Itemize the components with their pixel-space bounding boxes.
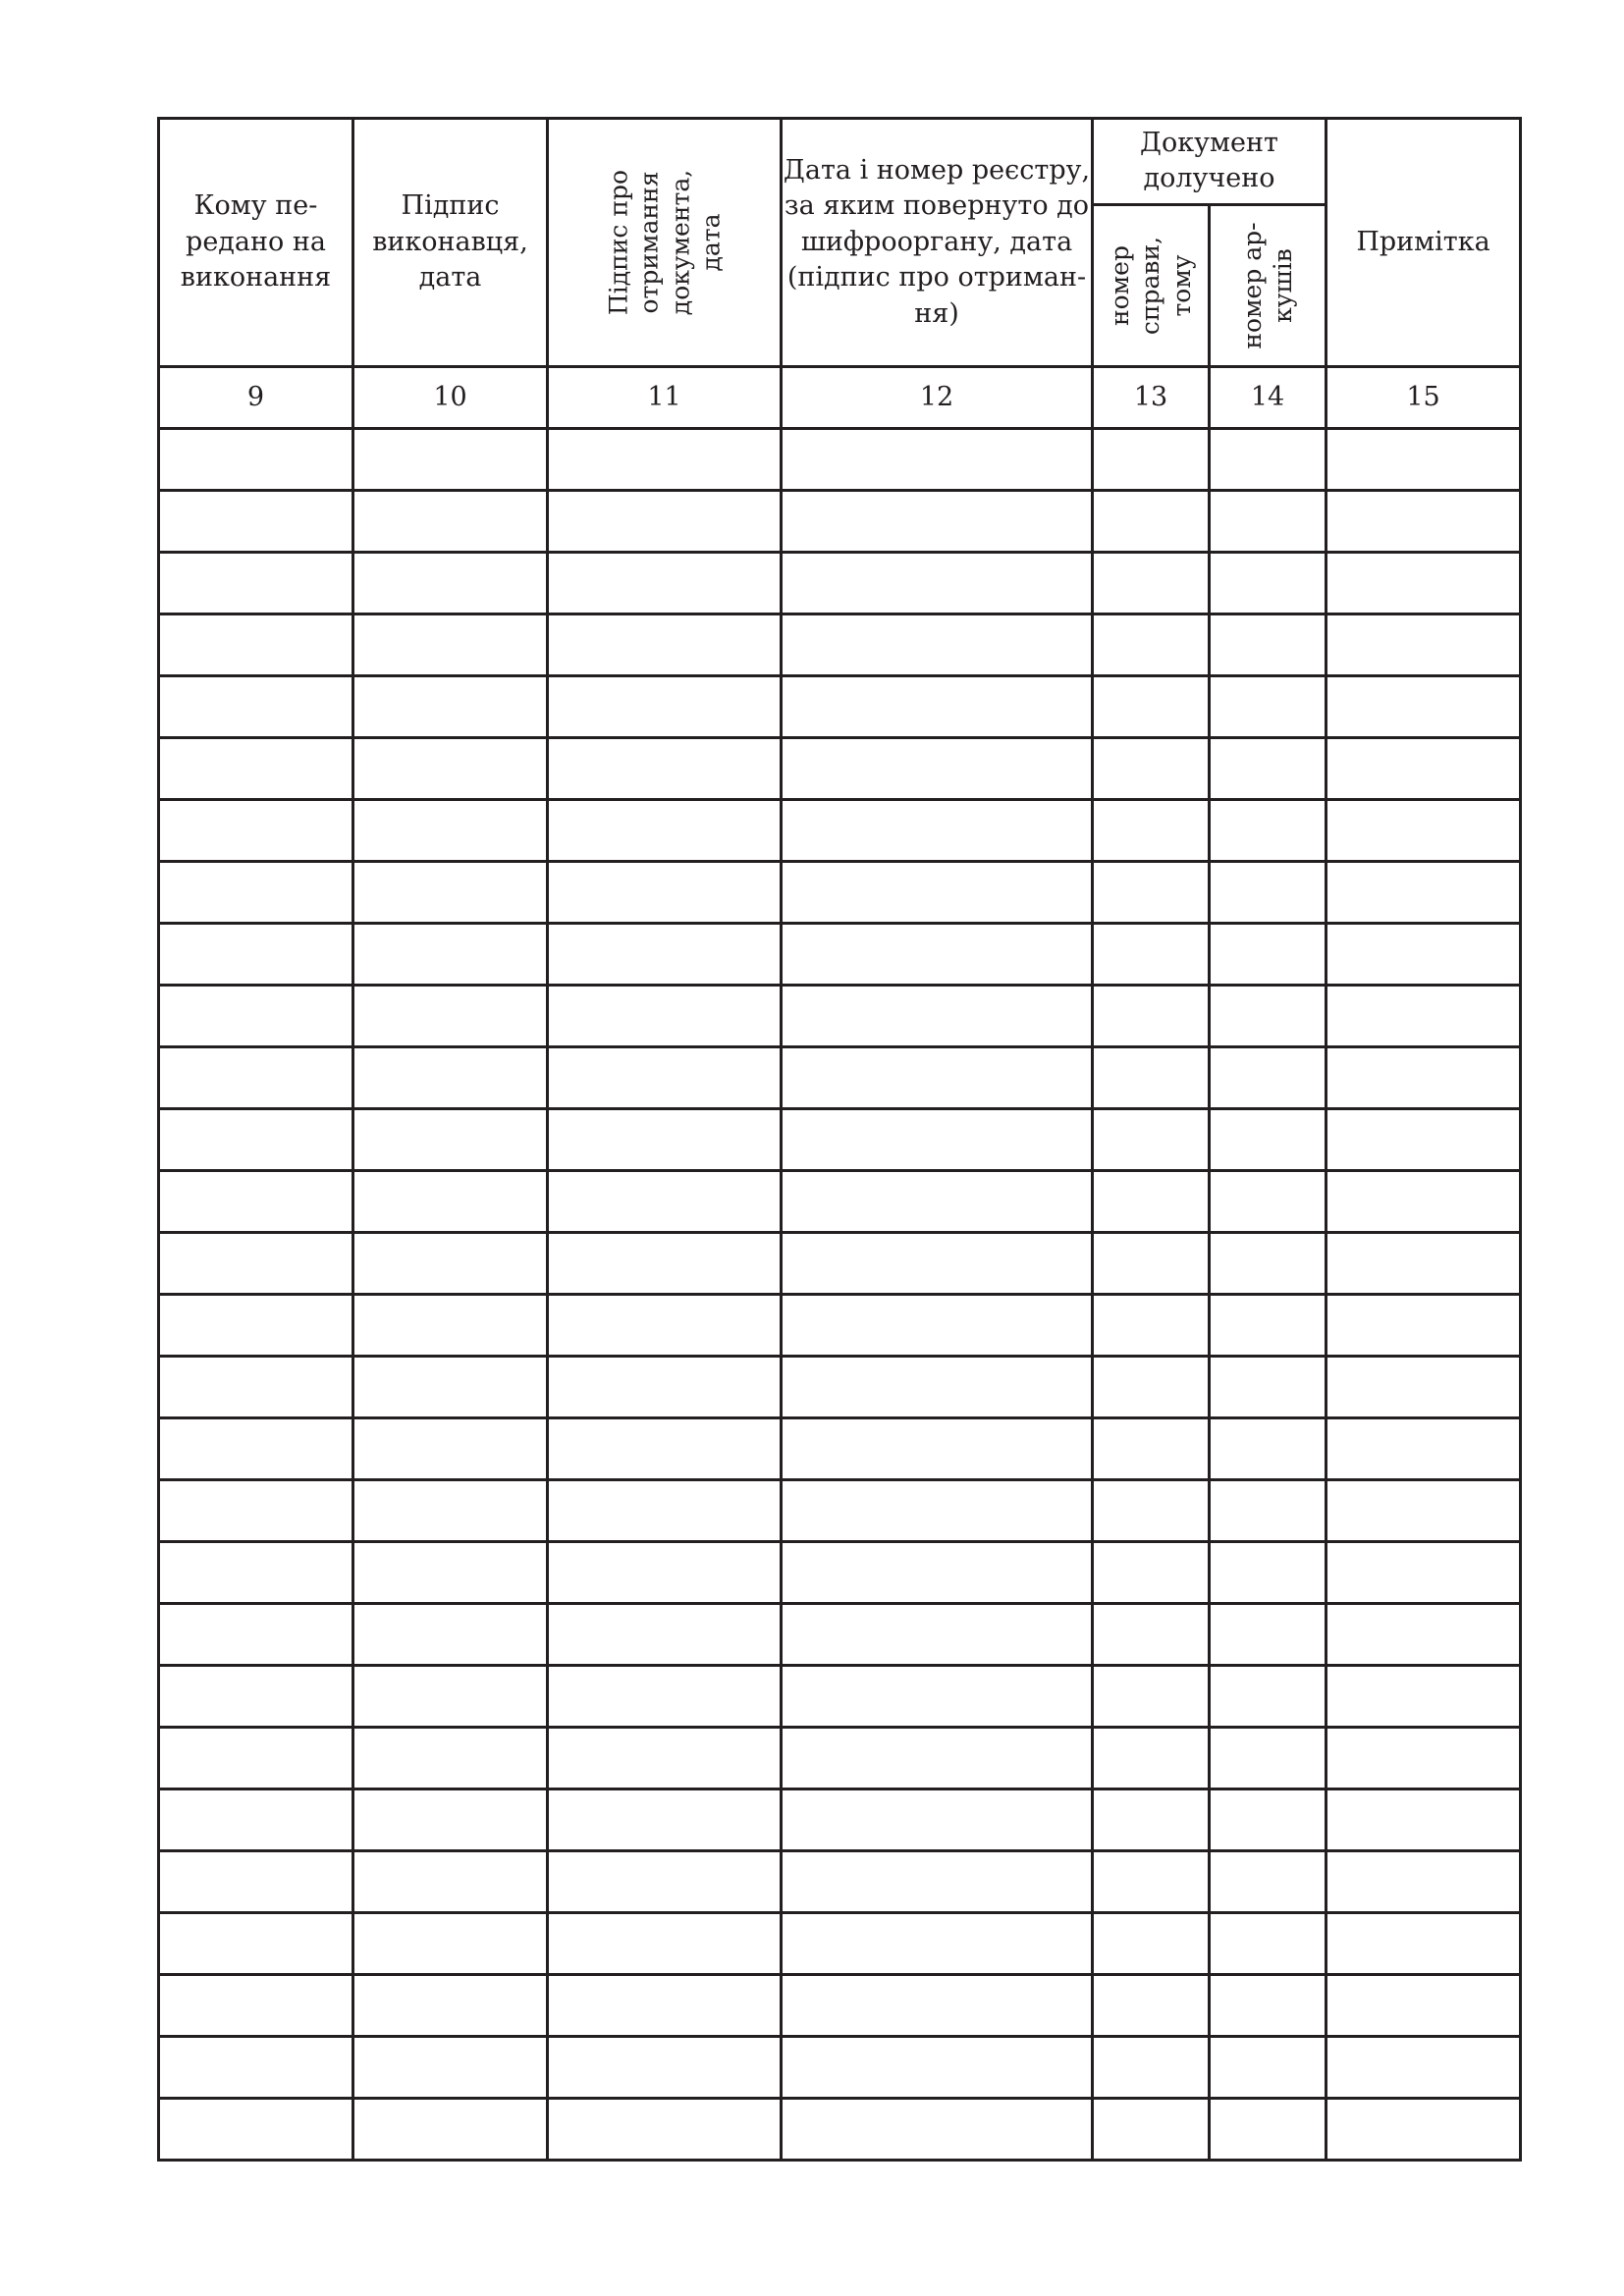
table-cell[interactable] xyxy=(159,1480,353,1542)
table-cell[interactable] xyxy=(782,1975,1093,2037)
table-cell[interactable] xyxy=(1093,614,1210,676)
table-cell[interactable] xyxy=(353,1913,548,1975)
table-cell[interactable] xyxy=(353,429,548,491)
table-cell[interactable] xyxy=(782,491,1093,553)
header-col-14 xyxy=(1210,204,1326,366)
table-cell[interactable] xyxy=(1326,1542,1521,1604)
table-cell[interactable] xyxy=(1093,924,1210,986)
table-cell[interactable] xyxy=(1210,862,1326,924)
table-cell[interactable] xyxy=(548,1913,782,1975)
table-cell[interactable] xyxy=(1093,986,1210,1047)
table-cell[interactable] xyxy=(1326,1480,1521,1542)
table-cell[interactable] xyxy=(548,1171,782,1233)
table-cell[interactable] xyxy=(159,738,353,800)
table-cell[interactable] xyxy=(1093,676,1210,738)
table-row xyxy=(159,800,1521,862)
table-cell[interactable] xyxy=(1326,1666,1521,1728)
table-cell[interactable] xyxy=(1093,2099,1210,2161)
table-row xyxy=(159,614,1521,676)
table-cell[interactable] xyxy=(1093,1975,1210,2037)
table-cell[interactable] xyxy=(353,1109,548,1171)
table-cell[interactable] xyxy=(1210,1913,1326,1975)
table-cell[interactable] xyxy=(1326,491,1521,553)
table-row xyxy=(159,738,1521,800)
table-cell[interactable] xyxy=(1210,800,1326,862)
table-cell[interactable] xyxy=(1210,986,1326,1047)
table-row xyxy=(159,1851,1521,1913)
table-cell[interactable] xyxy=(159,2037,353,2099)
table-cell[interactable] xyxy=(353,1542,548,1604)
table-cell[interactable] xyxy=(782,1542,1093,1604)
register-table xyxy=(157,117,1522,2162)
table-cell[interactable] xyxy=(1326,862,1521,924)
table-cell[interactable] xyxy=(782,1480,1093,1542)
table-cell[interactable] xyxy=(548,2037,782,2099)
table-cell[interactable] xyxy=(1326,1851,1521,1913)
table-cell[interactable] xyxy=(782,1728,1093,1789)
table-cell[interactable] xyxy=(1326,986,1521,1047)
table-cell[interactable] xyxy=(548,676,782,738)
table-cell[interactable] xyxy=(353,1789,548,1851)
table-cell[interactable] xyxy=(1093,2037,1210,2099)
table-cell[interactable] xyxy=(353,1728,548,1789)
table-cell[interactable] xyxy=(353,2037,548,2099)
table-cell[interactable] xyxy=(1326,1295,1521,1357)
table-cell[interactable] xyxy=(353,1975,548,2037)
column-number-9: 9 xyxy=(159,367,353,429)
table-cell[interactable] xyxy=(1093,862,1210,924)
table-cell[interactable] xyxy=(1210,1480,1326,1542)
table-cell[interactable] xyxy=(353,862,548,924)
table-cell[interactable] xyxy=(1210,1418,1326,1480)
table-cell[interactable] xyxy=(1326,553,1521,614)
table-cell[interactable] xyxy=(159,1233,353,1295)
table-cell[interactable] xyxy=(353,738,548,800)
table-cell[interactable] xyxy=(1210,1851,1326,1913)
table-cell[interactable] xyxy=(1326,1171,1521,1233)
table-row xyxy=(159,2037,1521,2099)
table-cell[interactable] xyxy=(1210,1975,1326,2037)
table-cell[interactable] xyxy=(353,491,548,553)
table-cell[interactable] xyxy=(159,614,353,676)
table-row xyxy=(159,429,1521,491)
table-row xyxy=(159,1418,1521,1480)
table-cell[interactable] xyxy=(1326,800,1521,862)
table-row xyxy=(159,1357,1521,1418)
table-cell[interactable] xyxy=(782,1604,1093,1666)
table-cell[interactable] xyxy=(1093,1789,1210,1851)
header-col-13 xyxy=(1093,204,1210,366)
table-cell[interactable] xyxy=(353,676,548,738)
table-row xyxy=(159,491,1521,553)
column-number-14: 14 xyxy=(1210,367,1326,429)
table-cell[interactable] xyxy=(353,1666,548,1728)
table-cell[interactable] xyxy=(782,862,1093,924)
table-cell[interactable] xyxy=(159,491,353,553)
table-cell[interactable] xyxy=(159,1604,353,1666)
table-cell[interactable] xyxy=(1093,1295,1210,1357)
table-cell[interactable] xyxy=(548,862,782,924)
table-cell[interactable] xyxy=(548,614,782,676)
table-cell[interactable] xyxy=(159,1975,353,2037)
table-cell[interactable] xyxy=(782,1666,1093,1728)
table-row xyxy=(159,1480,1521,1542)
table-cell[interactable] xyxy=(782,429,1093,491)
table-cell[interactable] xyxy=(1093,1357,1210,1418)
table-cell[interactable] xyxy=(1210,491,1326,553)
table-cell[interactable] xyxy=(1326,429,1521,491)
column-number-15: 15 xyxy=(1326,367,1521,429)
table-cell[interactable] xyxy=(159,1047,353,1109)
header-group-13-14-label: Документ долучено xyxy=(1140,127,1278,194)
table-cell[interactable] xyxy=(1210,614,1326,676)
table-cell[interactable] xyxy=(1326,1109,1521,1171)
table-cell[interactable] xyxy=(548,1295,782,1357)
table-cell[interactable] xyxy=(353,1047,548,1109)
table-cell[interactable] xyxy=(548,2099,782,2161)
table-cell[interactable] xyxy=(353,614,548,676)
header-col-9 xyxy=(159,119,353,367)
table-cell[interactable] xyxy=(1210,2099,1326,2161)
table-row xyxy=(159,1666,1521,1728)
table-row xyxy=(159,862,1521,924)
table-cell[interactable] xyxy=(353,1851,548,1913)
table-cell[interactable] xyxy=(782,1295,1093,1357)
table-cell[interactable] xyxy=(782,1418,1093,1480)
table-row xyxy=(159,1295,1521,1357)
header-col-12-label: Дата і номер реєстру, за яким повернуто до шифрооргану, дата (підпис про отриман- ня) xyxy=(783,154,1091,329)
table-row xyxy=(159,1913,1521,1975)
table-cell[interactable] xyxy=(1210,1357,1326,1418)
table-cell[interactable] xyxy=(782,924,1093,986)
table-cell[interactable] xyxy=(548,553,782,614)
table-cell[interactable] xyxy=(782,800,1093,862)
table-cell[interactable] xyxy=(1093,1418,1210,1480)
table-cell[interactable] xyxy=(1210,1728,1326,1789)
table-row xyxy=(159,553,1521,614)
table-cell[interactable] xyxy=(548,1109,782,1171)
table-cell[interactable] xyxy=(782,2037,1093,2099)
table-cell[interactable] xyxy=(1326,1418,1521,1480)
table-cell[interactable] xyxy=(1326,924,1521,986)
table-cell[interactable] xyxy=(548,1418,782,1480)
table-cell[interactable] xyxy=(353,1357,548,1418)
table-cell[interactable] xyxy=(1210,2037,1326,2099)
table-cell[interactable] xyxy=(159,924,353,986)
table-cell[interactable] xyxy=(1093,738,1210,800)
table-cell[interactable] xyxy=(159,1357,353,1418)
table-cell[interactable] xyxy=(782,553,1093,614)
table-row xyxy=(159,1975,1521,2037)
table-row xyxy=(159,1728,1521,1789)
table-cell[interactable] xyxy=(159,1542,353,1604)
table-cell[interactable] xyxy=(159,1418,353,1480)
table-row xyxy=(159,1604,1521,1666)
table-cell[interactable] xyxy=(548,1480,782,1542)
table-cell[interactable] xyxy=(1326,1789,1521,1851)
table-cell[interactable] xyxy=(548,800,782,862)
column-numbers-row xyxy=(159,367,1521,429)
table-cell[interactable] xyxy=(782,676,1093,738)
table-cell[interactable] xyxy=(353,924,548,986)
table-cell[interactable] xyxy=(1210,1233,1326,1295)
table-cell[interactable] xyxy=(159,1789,353,1851)
table-cell[interactable] xyxy=(1093,1233,1210,1295)
column-number-10: 10 xyxy=(353,367,548,429)
table-cell[interactable] xyxy=(353,553,548,614)
table-cell[interactable] xyxy=(782,2099,1093,2161)
table-cell[interactable] xyxy=(1326,738,1521,800)
table-cell[interactable] xyxy=(353,2099,548,2161)
table-cell[interactable] xyxy=(1326,1047,1521,1109)
header-col-15 xyxy=(1326,119,1521,367)
table-cell[interactable] xyxy=(548,491,782,553)
table-cell[interactable] xyxy=(548,1666,782,1728)
table-cell[interactable] xyxy=(1093,800,1210,862)
table-cell[interactable] xyxy=(1093,1109,1210,1171)
table-cell[interactable] xyxy=(353,1418,548,1480)
table-cell[interactable] xyxy=(159,676,353,738)
table-cell[interactable] xyxy=(159,1913,353,1975)
table-cell[interactable] xyxy=(1093,553,1210,614)
table-row xyxy=(159,1542,1521,1604)
table-cell[interactable] xyxy=(548,986,782,1047)
header-col-13-label: номер справи, тому xyxy=(1106,236,1196,335)
table-cell[interactable] xyxy=(548,1357,782,1418)
header-col-15-label: Примітка xyxy=(1356,226,1490,257)
table-cell[interactable] xyxy=(1093,429,1210,491)
column-number-12: 12 xyxy=(782,367,1093,429)
table-cell[interactable] xyxy=(548,1975,782,2037)
header-col-11 xyxy=(548,119,782,367)
column-number-11: 11 xyxy=(548,367,782,429)
table-cell[interactable] xyxy=(1210,676,1326,738)
table-cell[interactable] xyxy=(159,1295,353,1357)
table-cell[interactable] xyxy=(1326,2037,1521,2099)
table-cell[interactable] xyxy=(1210,1789,1326,1851)
table-cell[interactable] xyxy=(1210,1109,1326,1171)
table-cell[interactable] xyxy=(1210,1047,1326,1109)
table-cell[interactable] xyxy=(1093,1542,1210,1604)
table-cell[interactable] xyxy=(548,1233,782,1295)
table-cell[interactable] xyxy=(1326,1604,1521,1666)
header-row-1 xyxy=(159,119,1521,205)
table-cell[interactable] xyxy=(159,1171,353,1233)
header-col-14-label: номер ар- кушів xyxy=(1237,222,1297,349)
table-row xyxy=(159,1109,1521,1171)
table-cell[interactable] xyxy=(1210,429,1326,491)
table-cell[interactable] xyxy=(548,429,782,491)
header-col-12 xyxy=(782,119,1093,367)
table-cell[interactable] xyxy=(1210,924,1326,986)
table-cell[interactable] xyxy=(353,1480,548,1542)
table-cell[interactable] xyxy=(159,862,353,924)
table-cell[interactable] xyxy=(548,1604,782,1666)
table-cell[interactable] xyxy=(353,1171,548,1233)
table-cell[interactable] xyxy=(353,800,548,862)
table-cell[interactable] xyxy=(782,1789,1093,1851)
table-cell[interactable] xyxy=(782,1233,1093,1295)
table-cell[interactable] xyxy=(782,1047,1093,1109)
table-cell[interactable] xyxy=(1093,1666,1210,1728)
table-cell[interactable] xyxy=(548,1542,782,1604)
table-cell[interactable] xyxy=(1210,1604,1326,1666)
table-cell[interactable] xyxy=(1210,1542,1326,1604)
table-cell[interactable] xyxy=(782,1109,1093,1171)
table-cell[interactable] xyxy=(548,738,782,800)
table-cell[interactable] xyxy=(548,924,782,986)
table-row xyxy=(159,1789,1521,1851)
column-number-13: 13 xyxy=(1093,367,1210,429)
table-cell[interactable] xyxy=(159,986,353,1047)
table-cell[interactable] xyxy=(159,1109,353,1171)
table-cell[interactable] xyxy=(1093,1480,1210,1542)
table-cell[interactable] xyxy=(1093,1604,1210,1666)
header-group-13-14 xyxy=(1093,119,1326,205)
table-cell[interactable] xyxy=(1093,1728,1210,1789)
table-cell[interactable] xyxy=(1326,676,1521,738)
table-cell[interactable] xyxy=(353,1233,548,1295)
table-cell[interactable] xyxy=(782,738,1093,800)
table-cell[interactable] xyxy=(548,1728,782,1789)
table-cell[interactable] xyxy=(1093,1913,1210,1975)
table-cell[interactable] xyxy=(353,1604,548,1666)
header-col-10-label: Підпис виконавця, дата xyxy=(372,190,528,294)
table-cell[interactable] xyxy=(159,1728,353,1789)
table-cell[interactable] xyxy=(782,614,1093,676)
table-cell[interactable] xyxy=(1210,1295,1326,1357)
table-cell[interactable] xyxy=(1326,1357,1521,1418)
table-cell[interactable] xyxy=(1326,1728,1521,1789)
table-cell[interactable] xyxy=(353,1295,548,1357)
table-cell[interactable] xyxy=(159,2099,353,2161)
table-cell[interactable] xyxy=(782,1357,1093,1418)
header-col-9-label: Кому пе- редано на виконання xyxy=(180,190,332,294)
table-cell[interactable] xyxy=(782,986,1093,1047)
table-cell[interactable] xyxy=(1093,1047,1210,1109)
table-cell[interactable] xyxy=(1326,1975,1521,2037)
table-cell[interactable] xyxy=(1326,1913,1521,1975)
table-cell[interactable] xyxy=(1210,738,1326,800)
table-cell[interactable] xyxy=(1093,1851,1210,1913)
table-row xyxy=(159,1233,1521,1295)
table-cell[interactable] xyxy=(1326,614,1521,676)
table-cell[interactable] xyxy=(1326,2099,1521,2161)
table-row xyxy=(159,1047,1521,1109)
table-cell[interactable] xyxy=(1210,1171,1326,1233)
table-cell[interactable] xyxy=(159,429,353,491)
table-cell[interactable] xyxy=(353,986,548,1047)
table-cell[interactable] xyxy=(782,1851,1093,1913)
table-row xyxy=(159,1171,1521,1233)
table-cell[interactable] xyxy=(159,1666,353,1728)
table-cell[interactable] xyxy=(782,1913,1093,1975)
table-cell[interactable] xyxy=(1210,553,1326,614)
table-row xyxy=(159,924,1521,986)
header-col-11-label: Підпис про отримання документа, дата xyxy=(604,169,725,316)
table-cell[interactable] xyxy=(159,1851,353,1913)
table-row xyxy=(159,986,1521,1047)
table-row xyxy=(159,676,1521,738)
header-col-10 xyxy=(353,119,548,367)
table-cell[interactable] xyxy=(782,1171,1093,1233)
table-cell[interactable] xyxy=(548,1851,782,1913)
table-cell[interactable] xyxy=(548,1789,782,1851)
table-cell[interactable] xyxy=(548,1047,782,1109)
table-cell[interactable] xyxy=(1093,491,1210,553)
table-row xyxy=(159,2099,1521,2161)
table-cell[interactable] xyxy=(159,800,353,862)
table-cell[interactable] xyxy=(1326,1233,1521,1295)
table-cell[interactable] xyxy=(1210,1666,1326,1728)
table-cell[interactable] xyxy=(1093,1171,1210,1233)
table-cell[interactable] xyxy=(159,553,353,614)
